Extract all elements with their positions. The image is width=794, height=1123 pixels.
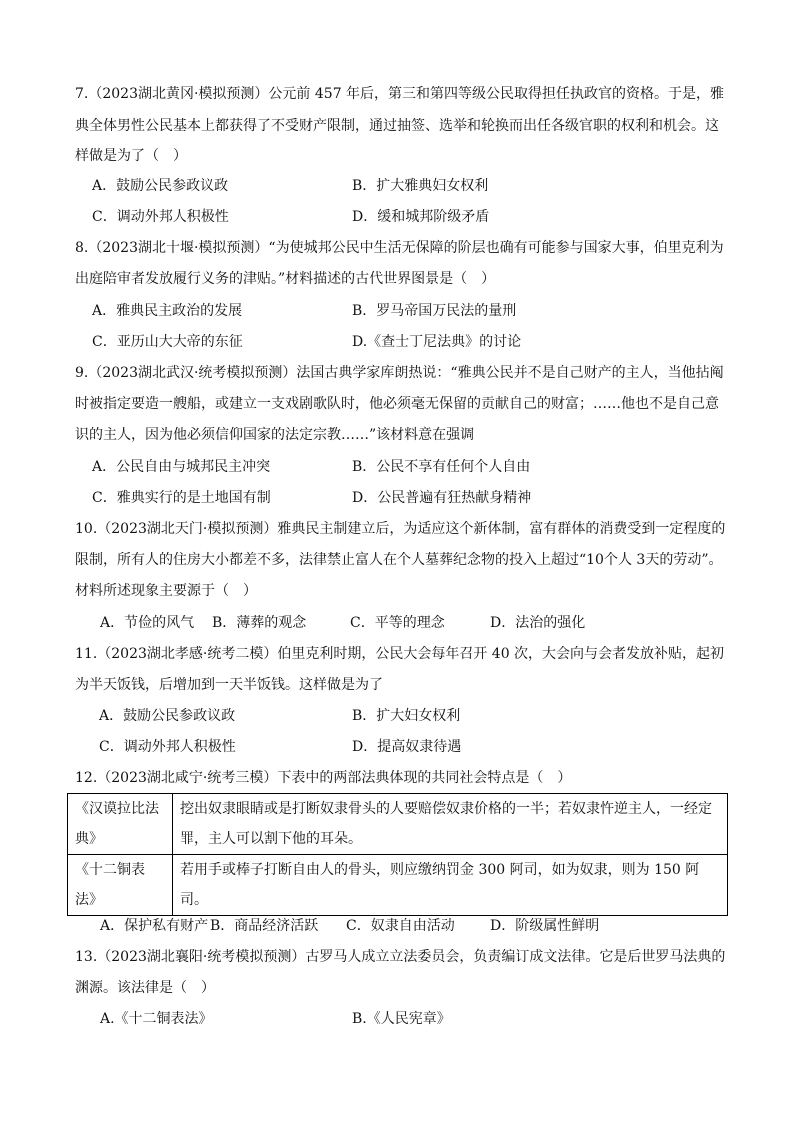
- q7-option-d: D．缓和城邦阶级矛盾: [352, 209, 490, 225]
- q9-line-2: 时被指定要造一艘船，或建立一支戏剧歌队时，他必须毫无保留的贡献自己的财富；……他也不是自己意: [75, 396, 719, 412]
- q10-line-2: 限制，所有人的住房大小都差不多，法律禁止富人在个人墓葬纪念物的投入上超过“10个人 3天的劳动”。: [75, 552, 723, 568]
- law-name-cell: 《十二铜表法》: [68, 855, 173, 916]
- q12-option-a: A．保护私有财产: [100, 918, 209, 934]
- q9-option-c: C．雅典实行的是土地国有制: [92, 490, 271, 506]
- q8-line-1: 8.（2023湖北十堰·模拟预测）“为使城邦公民中生活无保障的阶层也确有可能参与国家大事，伯里克利为: [75, 240, 724, 256]
- q10-option-d: D．法治的强化: [490, 615, 586, 631]
- law-text-cell: 挖出奴隶眼睛或是打断奴隶骨头的人要赔偿奴隶价格的一半；若奴隶忤逆主人，一经定罪，主人可以割下他的耳朵。: [173, 794, 728, 855]
- q12-option-c: C．奴隶自由活动: [346, 918, 455, 934]
- q9-option-d: D．公民普遍有狂热献身精神: [352, 490, 532, 506]
- q7-line-2: 典全体男性公民基本上都获得了不受财产限制，通过抽签、选举和轮换而出任各级官职的权利和机会。这: [75, 118, 719, 134]
- law-name-cell: 《汉谟拉比法典》: [68, 794, 173, 855]
- table-row: [68, 855, 728, 916]
- q10-option-b: B．薄葬的观念: [212, 615, 307, 631]
- q7-option-c: C．调动外邦人积极性: [92, 209, 229, 225]
- law-text-cell: 若用手或棒子打断自由人的骨头，则应缴纳罚金 300 阿司，如为奴隶，则为 150 阿司。: [173, 855, 728, 916]
- q7-option-b: B．扩大雅典妇女权利: [352, 178, 489, 194]
- q8-option-a: A．雅典民主政治的发展: [92, 303, 243, 319]
- q8-option-c: C．亚历山大大帝的东征: [92, 334, 243, 350]
- q9-option-b: B．公民不享有任何个人自由: [352, 459, 531, 475]
- q11-option-c: C．调动外邦人积极性: [99, 739, 236, 755]
- q11-line-1: 11.（2023湖北孝感·统考二模）伯里克利时期，公民大会每年召开 40 次，大会向与会者发放补贴，起初: [75, 646, 725, 662]
- q7-line-3: 样做是为了（ ）: [75, 148, 187, 164]
- q11-line-2: 为半天饭钱，后增加到一天半饭钱。这样做是为了: [75, 677, 383, 693]
- q8-option-b: B．罗马帝国万民法的量刑: [352, 303, 517, 319]
- q10-line-1: 10.（2023湖北天门·模拟预测）雅典民主制建立后，为适应这个新体制，富有群体的消费受到一定程度的: [75, 521, 726, 537]
- q13-line-2: 渊源。该法律是（ ）: [75, 980, 215, 996]
- q12-line-1: 12.（2023湖北咸宁·统考三模）下表中的两部法典体现的共同社会特点是（ ）: [75, 770, 572, 786]
- table-row: [68, 794, 728, 855]
- q10-option-c: C．平等的理念: [350, 615, 445, 631]
- q12-option-d: D．阶级属性鲜明: [490, 918, 600, 934]
- q9-option-a: A．公民自由与城邦民主冲突: [92, 459, 271, 475]
- q7-line-1: 7.（2023湖北黄冈·模拟预测）公元前 457 年后，第三和第四等级公民取得担任执政官的资格。于是，雅: [75, 86, 725, 102]
- q13-line-1: 13.（2023湖北襄阳·统考模拟预测）古罗马人成立立法委员会，负责编订成文法律。它是后世罗马法典的: [75, 949, 726, 965]
- q11-option-a: A．鼓励公民参政议政: [99, 708, 236, 724]
- q10-line-3: 材料所述现象主要源于（ ）: [75, 583, 257, 599]
- q11-option-b: B．扩大妇女权利: [352, 708, 461, 724]
- q8-option-d: D.《查士丁尼法典》的讨论: [352, 334, 522, 350]
- q10-option-a: A．节俭的风气: [100, 615, 195, 631]
- q9-line-3: 识的主人，因为他必须信仰国家的法定宗教……”该材料意在强调: [75, 427, 475, 443]
- q12-option-b: B．商品经济活跃: [210, 918, 319, 934]
- q11-option-d: D．提高奴隶待遇: [352, 739, 462, 755]
- q7-option-a: A．鼓励公民参政议政: [92, 178, 229, 194]
- q13-option-b: B.《人民宪章》: [352, 1011, 451, 1027]
- q9-line-1: 9.（2023湖北武汉·统考模拟预测）法国古典学家库朗热说：“雅典公民并不是自己财产的主人，当他拈阄: [75, 365, 724, 381]
- q8-line-2: 出庭陪审者发放履行义务的津贴。”材料描述的古代世界图景是（ ）: [75, 271, 496, 287]
- law-comparison-table: [67, 793, 728, 916]
- q13-option-a: A.《十二铜表法》: [100, 1011, 213, 1027]
